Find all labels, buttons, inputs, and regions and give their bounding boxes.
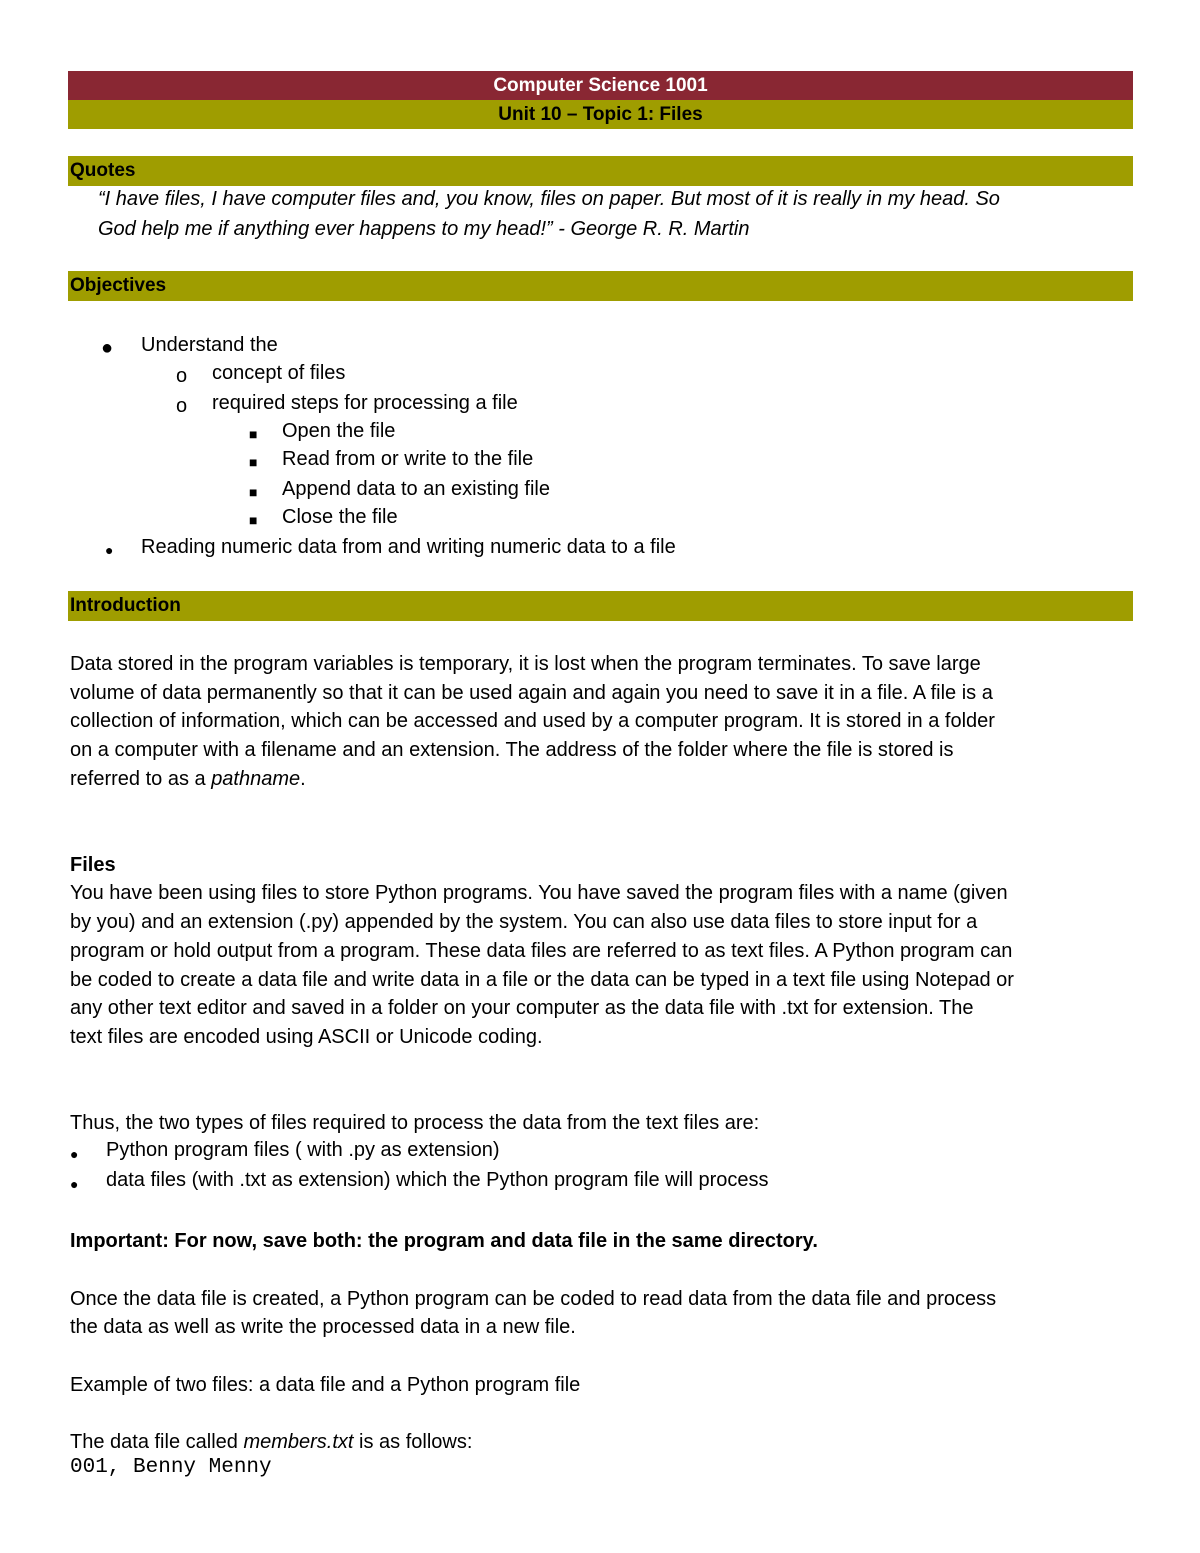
datafile-suffix: is as follows: bbox=[353, 1431, 473, 1453]
introduction-last-line bbox=[70, 765, 306, 794]
datafile-line bbox=[70, 1428, 472, 1457]
introduction-section-bar bbox=[68, 591, 1133, 621]
bullet-disc-icon: ● bbox=[70, 1146, 79, 1162]
files-heading: Files bbox=[70, 854, 116, 876]
files-line: be coded to create a data file and write data in a file or the data can be typed in a text file using Notepad or bbox=[70, 969, 1014, 991]
files-line: text files are encoded using ASCII or Unicode coding. bbox=[70, 1026, 543, 1048]
quote-line-1: “I have files, I have computer files and, you know, files on paper. But most of it is really in my head. So bbox=[98, 188, 1000, 210]
objective-step: Read from or write to the file bbox=[282, 448, 534, 470]
bullet-disc-icon: ● bbox=[70, 1176, 79, 1192]
objective-item: Understand the bbox=[141, 334, 278, 356]
objective-subitem: concept of files bbox=[212, 362, 346, 384]
datafile-prefix: The data file called bbox=[70, 1431, 244, 1453]
datafile-code: 001, Benny Menny bbox=[70, 1456, 272, 1479]
bullet-square-icon: ■ bbox=[249, 484, 258, 500]
files-line: You have been using files to store Python programs. You have saved the program files with a name (given bbox=[70, 882, 1008, 904]
objective-step: Append data to an existing file bbox=[282, 478, 550, 500]
bullet-square-icon: ■ bbox=[249, 426, 258, 442]
document-title: Computer Science 1001 bbox=[493, 75, 708, 96]
types-item: Python program files ( with .py as extension) bbox=[106, 1139, 500, 1161]
datafile-name: members.txt bbox=[243, 1431, 354, 1453]
introduction-last-prefix: referred to as a bbox=[70, 768, 212, 790]
bullet-square-icon: ■ bbox=[249, 454, 258, 470]
introduction-line: Data stored in the program variables is temporary, it is lost when the program terminates. To save large bbox=[70, 653, 981, 675]
pathname-term: pathname bbox=[211, 768, 301, 790]
bullet-disc-icon: ● bbox=[105, 542, 114, 558]
files-line: program or hold output from a program. These data files are referred to as text files. A Python program can bbox=[70, 940, 1013, 962]
types-item: data files (with .txt as extension) which the Python program file will process bbox=[106, 1169, 769, 1191]
once-line: the data as well as write the processed data in a new file. bbox=[70, 1316, 576, 1338]
types-intro: Thus, the two types of files required to process the data from the text files are: bbox=[70, 1112, 760, 1134]
files-line: any other text editor and saved in a folder on your computer as the data file with .txt for extension. The bbox=[70, 997, 974, 1019]
objective-step: Close the file bbox=[282, 506, 398, 528]
bullet-square-icon: ■ bbox=[249, 512, 258, 528]
bullet-circle-icon: o bbox=[176, 365, 188, 387]
introduction-line: on a computer with a filename and an extension. The address of the folder where the file is stored is bbox=[70, 739, 954, 761]
unit-bar bbox=[68, 100, 1133, 129]
unit-title: Unit 10 – Topic 1: Files bbox=[498, 104, 703, 125]
title-bar bbox=[68, 71, 1133, 100]
objective-item: Reading numeric data from and writing numeric data to a file bbox=[141, 536, 676, 558]
introduction-line: collection of information, which can be accessed and used by a computer program. It is stored in a folder bbox=[70, 710, 995, 732]
objective-step: Open the file bbox=[282, 420, 396, 442]
bullet-disc-icon: ● bbox=[101, 337, 114, 359]
quotes-section-bar bbox=[68, 156, 1133, 186]
objective-subitem: required steps for processing a file bbox=[212, 392, 518, 414]
objectives-section-bar bbox=[68, 271, 1133, 301]
introduction-heading: Introduction bbox=[70, 595, 181, 616]
important-note: Important: For now, save both: the program and data file in the same directory. bbox=[70, 1230, 818, 1252]
quotes-heading: Quotes bbox=[70, 160, 136, 181]
objectives-heading: Objectives bbox=[70, 275, 167, 296]
files-line: by you) and an extension (.py) appended by the system. You can also use data files to store input for a bbox=[70, 911, 978, 933]
once-line: Once the data file is created, a Python program can be coded to read data from the data file and process bbox=[70, 1288, 997, 1310]
introduction-last-suffix: . bbox=[300, 768, 306, 790]
quote-line-2: God help me if anything ever happens to my head!” - George R. R. Martin bbox=[98, 218, 750, 240]
example-line: Example of two files: a data file and a Python program file bbox=[70, 1374, 581, 1396]
bullet-circle-icon: o bbox=[176, 395, 188, 417]
introduction-line: volume of data permanently so that it can be used again and again you need to save it in a file. A file is a bbox=[70, 682, 993, 704]
